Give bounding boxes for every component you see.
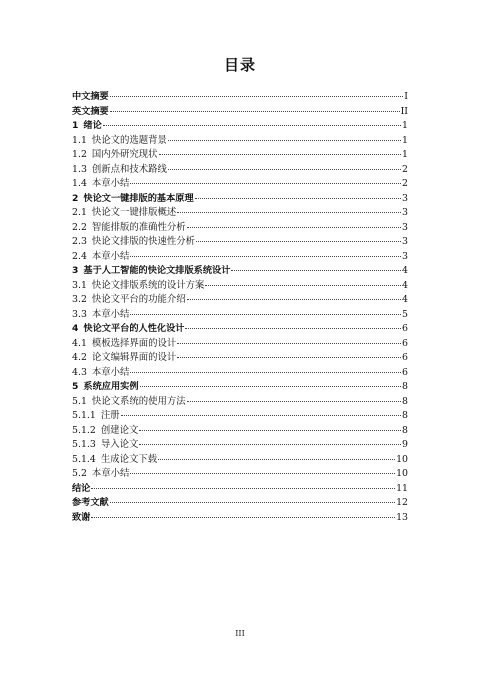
- dot-leader: [196, 233, 401, 242]
- page-number: III: [235, 629, 245, 638]
- toc-entry-number: 1.2: [72, 149, 87, 160]
- toc-entry-page: I: [404, 91, 408, 102]
- toc-entry-page: 3: [402, 221, 408, 233]
- toc-entry-number: 3.3: [72, 308, 87, 320]
- toc-entry[interactable]: [72, 511, 408, 526]
- toc-entry-title: 快论文系统的使用方法: [91, 395, 186, 407]
- toc-entry-number: 3: [72, 265, 79, 276]
- toc-entry-page: II: [400, 105, 408, 117]
- toc-entry-title: 中文摘要: [72, 91, 109, 102]
- toc-entry-page: 1: [402, 134, 408, 146]
- dot-leader: [158, 451, 395, 460]
- toc-entry-page: 8: [402, 381, 408, 392]
- toc-entry-page: 10: [396, 468, 408, 479]
- toc-entry-title: 创建论文: [100, 424, 139, 436]
- toc-entry-title: 快论文一键排版概述: [91, 207, 177, 218]
- toc-entry-page: 3: [402, 207, 408, 218]
- toc-entry-page: 6: [402, 323, 408, 334]
- toc-entry-title: 英文摘要: [72, 105, 109, 117]
- dot-leader: [110, 494, 395, 503]
- dot-leader: [103, 117, 401, 126]
- toc-entry-page: 1: [402, 120, 408, 131]
- toc-entry-page: 8: [402, 395, 408, 407]
- toc-entry-title: 本章小结: [91, 468, 130, 479]
- toc-entry-title: 本章小结: [91, 308, 130, 320]
- dot-leader: [139, 436, 401, 445]
- toc-entry-page: 4: [402, 279, 408, 291]
- toc-entry-title: 系统应用实例: [83, 381, 139, 392]
- toc-entry-number: 5.2: [72, 468, 87, 479]
- toc-entry-page: 3: [402, 192, 408, 204]
- toc-entry-number: 2.4: [72, 250, 87, 262]
- dot-leader: [159, 146, 401, 155]
- toc-entry-page: 2: [402, 163, 408, 175]
- toc-entry-title: 国内外研究现状: [91, 149, 158, 160]
- dot-leader: [139, 422, 401, 431]
- toc-entry-page: 9: [402, 439, 408, 450]
- toc-entry-title: 致谢: [72, 511, 91, 523]
- toc-entry-page: 6: [402, 352, 408, 363]
- toc-entry-page: 3: [402, 250, 408, 262]
- toc-entry-page: 5: [402, 308, 408, 320]
- toc-entry-number: 4.1: [72, 337, 87, 349]
- dot-leader: [130, 175, 401, 184]
- dot-leader: [130, 465, 395, 474]
- dot-leader: [195, 190, 401, 199]
- toc-entry-page: 1: [402, 149, 408, 160]
- page-title: 目录: [223, 56, 256, 74]
- toc-entry-page: 13: [396, 511, 408, 523]
- dot-leader: [168, 132, 401, 141]
- toc-entry-number: 5.1.4: [72, 453, 96, 465]
- dot-leader: [177, 335, 401, 344]
- toc-entry-title: 快论文排版的快速性分析: [91, 236, 196, 247]
- toc-entry-title: 模板选择界面的设计: [91, 337, 177, 349]
- dot-leader: [110, 88, 404, 97]
- dot-leader: [205, 277, 401, 286]
- dot-leader: [140, 378, 402, 387]
- toc-entry-number: 5: [72, 381, 79, 392]
- toc-entry-title: 导入论文: [100, 439, 139, 450]
- toc-entry-page: 12: [396, 497, 408, 508]
- dot-leader: [91, 509, 395, 518]
- toc-entry-number: 1.3: [72, 163, 87, 175]
- toc-entry-number: 1.4: [72, 178, 87, 189]
- toc-entry-page: 3: [402, 236, 408, 247]
- toc-entry-number: 5.1.3: [72, 439, 96, 450]
- toc-entry-number: 2: [72, 192, 79, 204]
- toc-entry-page: 8: [402, 410, 408, 421]
- toc-entry-title: 参考文献: [72, 497, 109, 508]
- toc-entry-number: 2.2: [72, 221, 87, 233]
- toc-entry-page: 11: [396, 482, 408, 494]
- dot-leader: [121, 407, 401, 416]
- toc-entry-title: 快论文平台的功能介绍: [91, 294, 186, 305]
- toc-entry-page: 8: [402, 424, 408, 436]
- dot-leader: [130, 364, 401, 373]
- toc-entry-number: 1: [72, 120, 79, 131]
- toc-entry-title: 快论文平台的人性化设计: [83, 323, 185, 334]
- dot-leader: [130, 248, 401, 257]
- toc-entry-page: 6: [402, 366, 408, 378]
- dot-leader: [185, 320, 401, 329]
- toc-entry-number: 5.1.2: [72, 424, 96, 436]
- toc-entry-title: 创新点和技术路线: [91, 163, 167, 175]
- dot-leader: [130, 306, 401, 315]
- dot-leader: [168, 161, 401, 170]
- dot-leader: [187, 291, 401, 300]
- toc-entry-title: 绪论: [83, 120, 102, 131]
- toc-entry-title: 生成论文下载: [100, 453, 158, 465]
- toc-entry-title: 快论文排版系统的设计方案: [91, 279, 205, 291]
- toc-entry-number: 3.2: [72, 294, 87, 305]
- toc-entry-page: 4: [402, 265, 408, 276]
- dot-leader: [177, 349, 401, 358]
- toc-entry-number: 5.1.1: [72, 410, 96, 421]
- toc-entry-number: 2.3: [72, 236, 87, 247]
- toc-entry-title: 本章小结: [91, 250, 130, 262]
- toc-entry-page: 10: [396, 453, 408, 465]
- toc-entry-title: 论文编辑界面的设计: [91, 352, 177, 363]
- dot-leader: [177, 204, 401, 213]
- toc-entry-number: 4.2: [72, 352, 87, 363]
- dot-leader: [91, 480, 395, 489]
- toc-entry-number: 5.1: [72, 395, 87, 407]
- toc-entry-title: 基于人工智能的快论文排版系统设计: [83, 265, 231, 276]
- toc-entry-page: 6: [402, 337, 408, 349]
- toc-entry-title: 本章小结: [91, 178, 130, 189]
- toc-entry-number: 3.1: [72, 279, 87, 291]
- toc-entry-number: 2.1: [72, 207, 87, 218]
- dot-leader: [110, 103, 400, 112]
- toc-entry-title: 快论文一键排版的基本原理: [83, 192, 194, 204]
- toc-entry-title: 本章小结: [91, 366, 130, 378]
- toc-entry-title: 结论: [72, 482, 91, 494]
- toc-entry-page: 2: [402, 178, 408, 189]
- toc-entry-number: 4.3: [72, 366, 87, 378]
- toc-entry-title: 智能排版的准确性分析: [91, 221, 186, 233]
- toc-entry-title: 注册: [100, 410, 120, 421]
- dot-leader: [231, 262, 401, 271]
- toc-entry-number: 1.1: [72, 134, 87, 146]
- toc-entry-number: 4: [72, 323, 79, 334]
- dot-leader: [187, 219, 401, 228]
- toc-entry-title: 快论文的选题背景: [91, 134, 167, 146]
- dot-leader: [187, 393, 401, 402]
- toc-entry-page: 4: [402, 294, 408, 305]
- table-of-contents: [72, 90, 408, 525]
